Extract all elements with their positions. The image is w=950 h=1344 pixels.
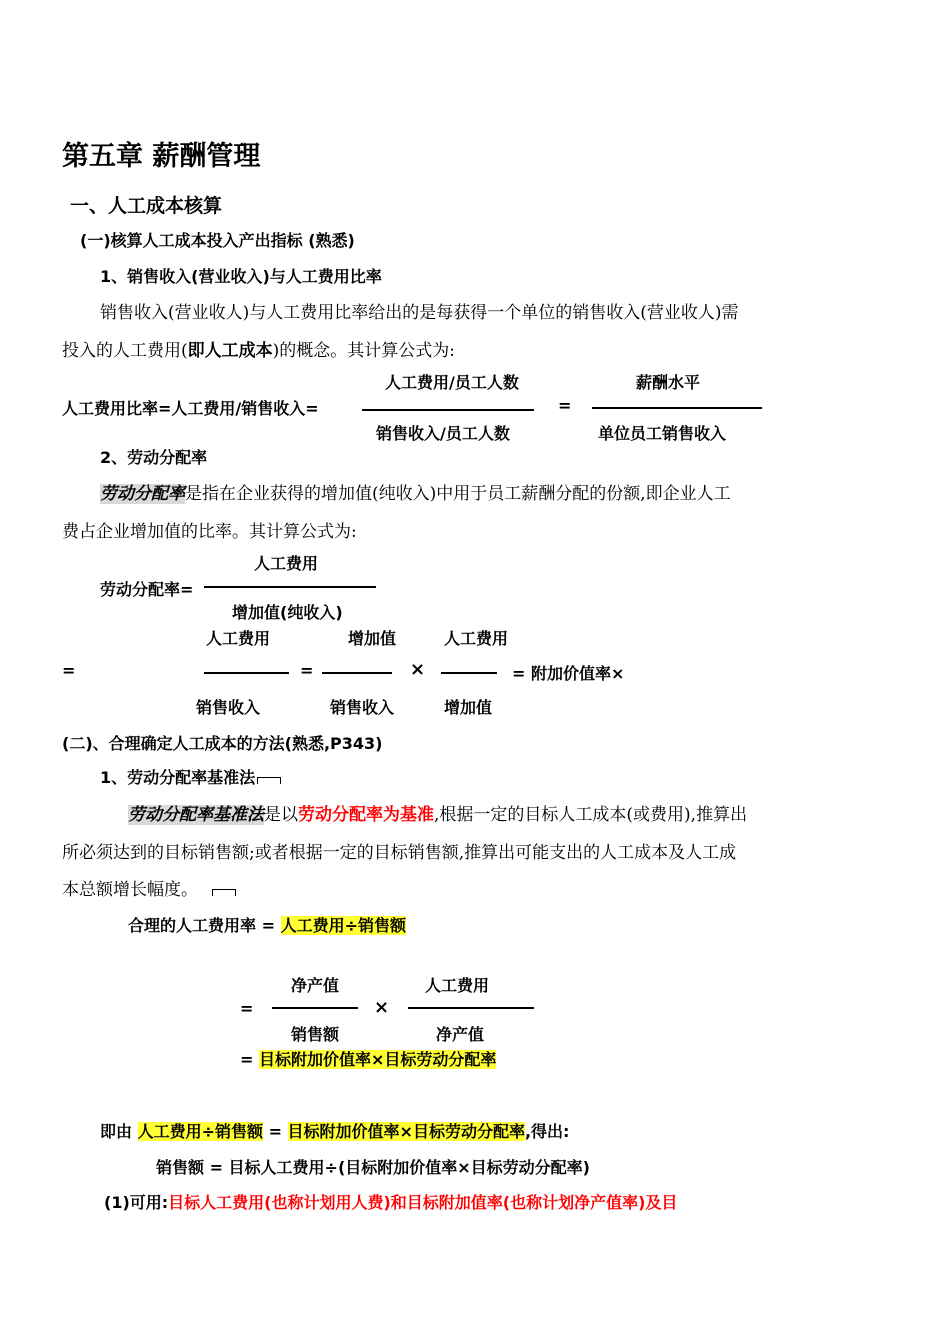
- fraction-bar: [408, 1007, 534, 1009]
- formula-2-denominator: 增加值(纯收入): [232, 603, 343, 622]
- formula-6: 即由 人工费用÷销售额 = 目标附加价值率×目标劳动分配率,得出:: [100, 1122, 570, 1141]
- formula-3-numerator-3: 人工费用: [444, 629, 509, 648]
- formula-3-tail: = 附加价值率×: [512, 664, 625, 683]
- subsection-heading-1: (一)核算人工成本投入产出指标 (熟悉): [80, 231, 355, 250]
- formula-1-numerator-2: 薪酬水平: [636, 373, 701, 392]
- formula-1-denominator-1: 销售收入/员工人数: [376, 424, 510, 443]
- formula-4: 合理的人工费用率 = 人工费用÷销售额: [128, 916, 406, 935]
- formula-3-denominator-3: 增加值: [444, 698, 493, 717]
- paragraph-1-line-1: 销售收入(营业收人)与人工费用比率给出的是每获得一个单位的销售收入(营业收人)需: [100, 303, 739, 323]
- formula-5-result: = 目标附加价值率×目标劳动分配率: [240, 1050, 497, 1069]
- subsection-heading-2: (二)、合理确定人工成本的方法(熟悉,P343): [62, 734, 383, 753]
- formula-5-numerator-2: 人工费用: [425, 976, 490, 995]
- fraction-bar: [204, 672, 289, 674]
- fraction-bar: [362, 409, 534, 411]
- formula-3-equals-2: =: [300, 661, 314, 680]
- fraction-bar: [441, 672, 497, 674]
- formula-1-equals: =: [558, 396, 572, 415]
- formula-2-numerator: 人工费用: [254, 554, 319, 573]
- fraction-bar: [322, 672, 392, 674]
- formula-3-denominator-2: 销售收入: [330, 698, 395, 717]
- formula-5-numerator-1: 净产值: [291, 976, 340, 995]
- formula-2-left: 劳动分配率=: [100, 580, 194, 599]
- paragraph-3-line-1: 劳动分配率基准法是以劳动分配率为基准,根据一定的目标人工成本(或费用),推算出: [128, 805, 748, 825]
- formula-5-denominator-2: 净产值: [436, 1025, 485, 1044]
- section-heading-1: 一、人工成本核算: [70, 195, 223, 217]
- paragraph-3-line-2: 所必须达到的目标销售额;或者根据一定的目标销售额,推算出可能支出的人工成本及人工成: [62, 843, 737, 863]
- paragraph-mark-icon: [212, 889, 236, 896]
- item-heading-2: 2、劳动分配率: [100, 448, 208, 467]
- formula-3-equals: =: [62, 661, 76, 680]
- item-heading-1: 1、销售收入(营业收入)与人工费用比率: [100, 267, 382, 286]
- paragraph-3-line-3: 本总额增长幅度。: [62, 880, 198, 900]
- formula-1-left: 人工费用比率=人工费用/销售收入=: [62, 399, 319, 418]
- fraction-bar: [592, 407, 762, 409]
- fraction-bar: [272, 1007, 358, 1009]
- formula-5-times: ×: [374, 997, 390, 1018]
- formula-3-numerator-2: 增加值: [348, 629, 397, 648]
- paragraph-2-line-1: 劳动分配率是指在企业获得的增加值(纯收入)中用于员工薪酬分配的份额,即企业人工: [100, 484, 731, 504]
- last-line: (1)可用:目标人工费用(也称计划用人费)和目标附加值率(也称计划净产值率)及目: [104, 1193, 678, 1212]
- formula-5-denominator-1: 销售额: [291, 1025, 340, 1044]
- formula-5-equals: =: [240, 999, 254, 1018]
- paragraph-1-line-2: 投入的人工费用(即人工成本)的概念。其计算公式为:: [62, 341, 456, 361]
- formula-1-numerator-1: 人工费用/员工人数: [385, 373, 519, 392]
- formula-3-numerator-1: 人工费用: [206, 629, 271, 648]
- formula-7: 销售额 = 目标人工费用÷(目标附加价值率×目标劳动分配率): [156, 1158, 590, 1177]
- formula-1-denominator-2: 单位员工销售收入: [598, 424, 727, 443]
- formula-3-times: ×: [410, 659, 426, 680]
- paragraph-2-line-2: 费占企业增加值的比率。其计算公式为:: [62, 522, 357, 542]
- page-title: 第五章 薪酬管理: [62, 141, 261, 172]
- item-heading-3: 1、劳动分配率基准法: [100, 768, 256, 787]
- formula-3-denominator-1: 销售收入: [196, 698, 261, 717]
- fraction-bar: [204, 586, 376, 588]
- paragraph-mark-icon: [257, 777, 281, 784]
